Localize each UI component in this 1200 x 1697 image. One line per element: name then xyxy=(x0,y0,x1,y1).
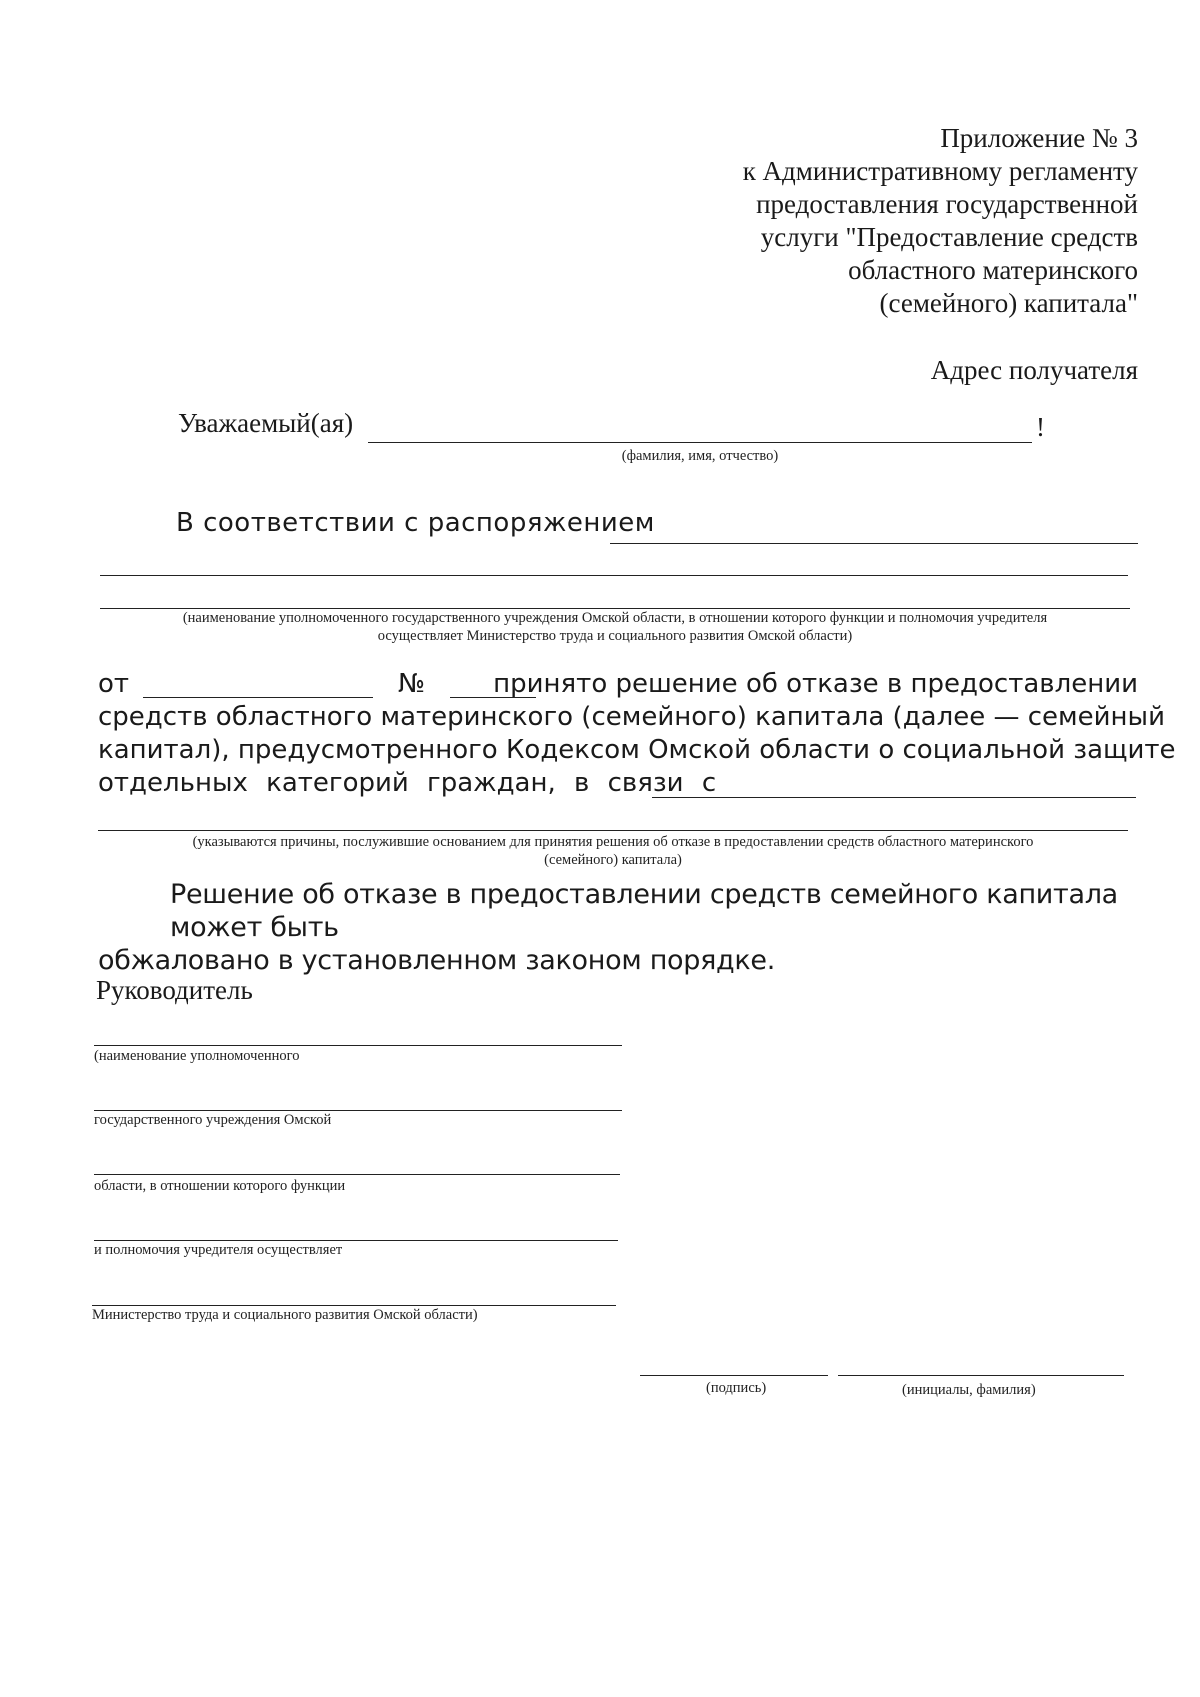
org-name-blank-2 xyxy=(94,1110,622,1111)
order-blank-2 xyxy=(100,575,1128,576)
appeal-line-1: Решение об отказе в предоставлении средств семейного капитала может быть xyxy=(170,879,1118,943)
order-intro-text: В соответствии с распоряжением xyxy=(176,508,655,538)
date-blank xyxy=(143,697,373,698)
decision-paragraph xyxy=(98,668,1176,800)
initials-name-caption: (инициалы, фамилия) xyxy=(902,1382,1036,1398)
date-from-label: от xyxy=(98,669,130,699)
reason-blank-2 xyxy=(98,830,1128,831)
number-sign: № xyxy=(398,669,426,699)
recipient-address: Адрес получателя xyxy=(930,355,1138,385)
header-line: областного материнского xyxy=(848,255,1138,285)
head-title: Руководитель xyxy=(96,975,253,1005)
decision-row-4: отдельных категорий граждан, в связи с xyxy=(98,768,717,798)
order-blank-1 xyxy=(610,543,1138,544)
signature-blank xyxy=(640,1375,828,1376)
full-name-blank xyxy=(368,442,1032,443)
number-blank xyxy=(450,697,536,698)
salutation-text: Уважаемый(ая) xyxy=(178,408,354,438)
org-name-caption-5: Министерство труда и социального развития Омской области) xyxy=(92,1307,478,1323)
full-name-caption: (фамилия, имя, отчество) xyxy=(621,448,779,464)
appeal-line-2: обжаловано в установленном законом порядке. xyxy=(98,945,776,976)
org-name-blank-4 xyxy=(94,1240,618,1241)
decision-row-3: капитал), предусмотренного Кодексом Омской области о социальной защите xyxy=(98,735,1176,765)
order-blank-3 xyxy=(100,608,1130,609)
reason-caption-line-2: (семейного) капитала) xyxy=(544,852,682,868)
org-name-blank-1 xyxy=(94,1045,622,1046)
order-caption-line-2: осуществляет Министерство труда и социального развития Омской области) xyxy=(377,628,853,644)
org-name-caption-4: и полномочия учредителя осуществляет xyxy=(94,1242,343,1258)
header-line: Приложение № 3 xyxy=(940,123,1138,153)
appeal-paragraph xyxy=(98,878,1138,977)
salutation-exclamation: ! xyxy=(1036,412,1045,442)
org-name-blank-5 xyxy=(92,1305,616,1306)
signature-caption: (подпись) xyxy=(706,1380,767,1396)
header-line: к Административному регламенту xyxy=(742,156,1138,186)
order-caption-line-1: (наименование уполномоченного государственного учреждения Омской области, в отношении которого функции и полномочия учредителя xyxy=(182,610,1048,626)
org-name-caption-1: (наименование уполномоченного xyxy=(94,1048,300,1064)
decision-row-2: средств областного материнского (семейного) капитала (далее — семейный xyxy=(98,702,1165,732)
org-name-caption-3: области, в отношении которого функции xyxy=(94,1178,346,1194)
header-line: предоставления государственной xyxy=(756,189,1138,219)
decision-row-1-tail: принято решение об отказе в предоставлении xyxy=(493,669,1138,699)
reason-caption-line-1: (указываются причины, послужившие основанием для принятия решения об отказе в предоставлении средств областного материнского xyxy=(192,834,1034,850)
header-line: услуги "Предоставление средств xyxy=(760,222,1138,252)
appendix-header xyxy=(578,122,1138,320)
org-name-caption-2: государственного учреждения Омской xyxy=(94,1112,332,1128)
reason-blank-1 xyxy=(652,797,1136,798)
org-name-blank-3 xyxy=(94,1174,620,1175)
header-line: (семейного) капитала" xyxy=(879,288,1138,318)
initials-name-blank xyxy=(838,1375,1124,1376)
